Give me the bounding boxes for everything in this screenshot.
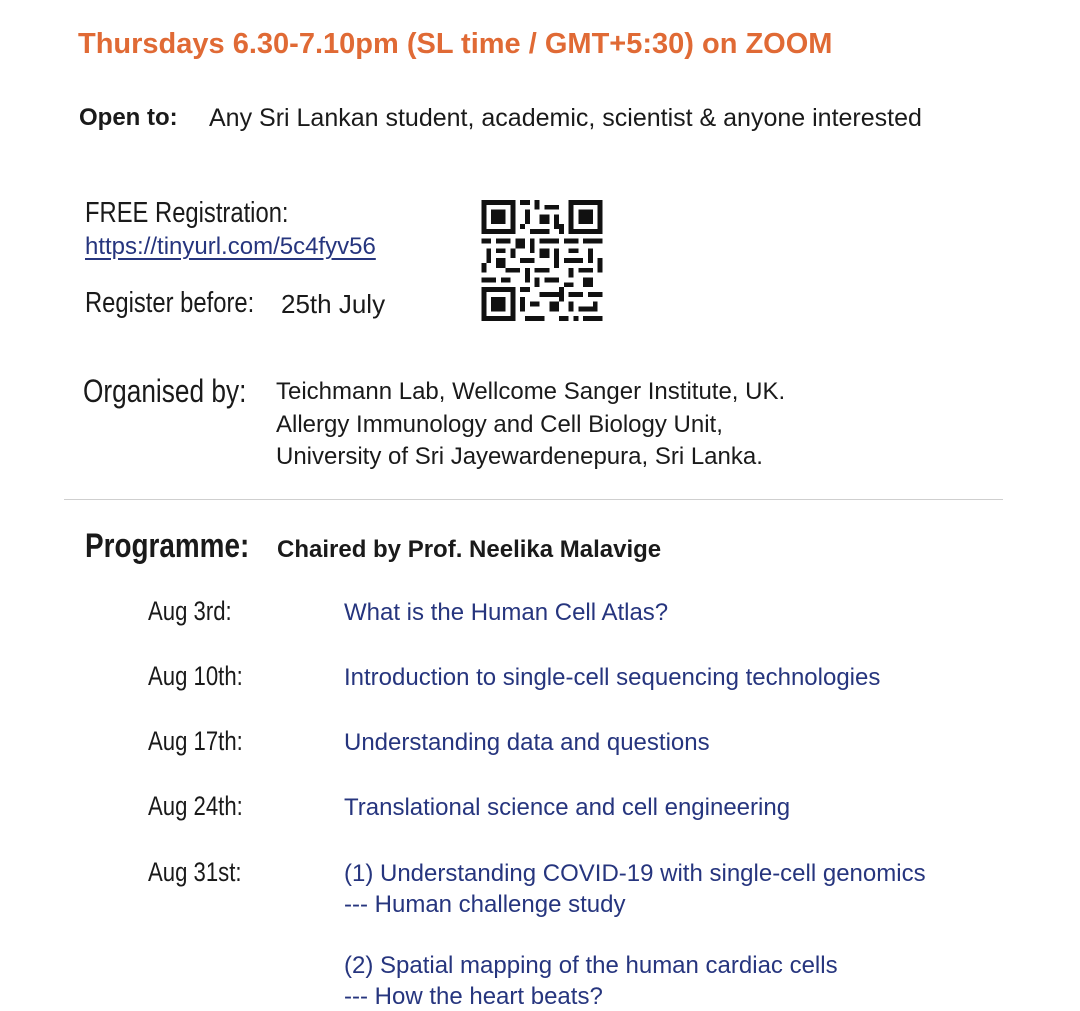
schedule-heading: Thursdays 6.30-7.10pm (SL time / GMT+5:30) on ZOOM	[78, 28, 833, 60]
open-to-label: Open to:	[79, 104, 178, 131]
session-topic: Introduction to single-cell sequencing technologies	[344, 664, 881, 691]
session-date: Aug 10th:	[148, 661, 243, 691]
section-divider	[64, 499, 1003, 500]
qr-code-icon[interactable]	[480, 200, 604, 321]
session-date: Aug 31st:	[148, 857, 242, 887]
registration-label: FREE Registration:	[85, 197, 289, 229]
open-to-text: Any Sri Lankan student, academic, scientist & anyone interested	[209, 104, 922, 132]
register-before-label: Register before:	[85, 287, 255, 319]
session-topic: (2) Spatial mapping of the human cardiac cells	[344, 952, 838, 979]
session-date: Aug 24th:	[148, 791, 243, 821]
session-topic: (1) Understanding COVID-19 with single-cell genomics	[344, 860, 926, 887]
organiser-line: University of Sri Jayewardenepura, Sri Lanka.	[276, 443, 763, 470]
programme-chair: Chaired by Prof. Neelika Malavige	[277, 536, 662, 563]
session-subtopic: --- Human challenge study	[344, 891, 626, 918]
programme-label: Programme:	[85, 527, 250, 565]
registration-link[interactable]: https://tinyurl.com/5c4fyv56	[85, 233, 376, 260]
session-date: Aug 17th:	[148, 726, 243, 756]
session-topic: Translational science and cell engineering	[344, 794, 791, 821]
session-subtopic: --- How the heart beats?	[344, 983, 603, 1010]
organiser-line: Teichmann Lab, Wellcome Sanger Institute, UK.	[276, 378, 786, 405]
session-topic: What is the Human Cell Atlas?	[344, 599, 669, 626]
organiser-line: Allergy Immunology and Cell Biology Unit,	[276, 411, 723, 438]
organised-by-label: Organised by:	[83, 373, 247, 409]
session-topic: Understanding data and questions	[344, 729, 710, 756]
register-before-date: 25th July	[281, 289, 386, 319]
session-date: Aug 3rd:	[148, 596, 232, 626]
